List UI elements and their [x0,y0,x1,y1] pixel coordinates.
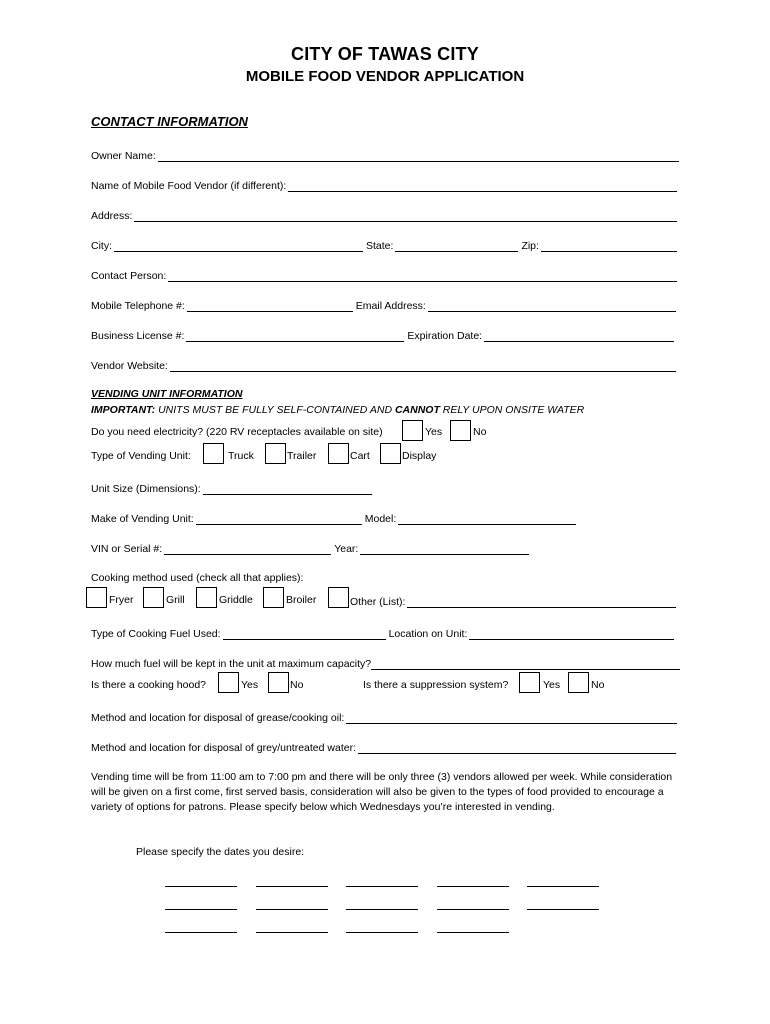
fuel-type-field[interactable] [223,628,386,640]
owner-name-row [91,148,679,162]
date-field[interactable] [437,886,509,887]
address-field[interactable] [134,210,677,222]
method-grill-label: Grill [166,594,185,606]
business-license-label: Business License #: [91,330,185,342]
method-fryer-label: Fryer [109,594,134,606]
expiration-label: Expiration Date: [407,330,483,342]
vendor-name-field[interactable] [288,180,677,192]
vin-label: VIN or Serial #: [91,543,163,555]
address-label: Address: [91,210,133,222]
make-label: Make of Vending Unit: [91,513,194,525]
expiration-field[interactable] [484,330,674,342]
type-truck-checkbox[interactable] [203,443,224,464]
fuel-amount-row [91,656,680,670]
date-field[interactable] [256,909,328,910]
document-subtitle: MOBILE FOOD VENDOR APPLICATION [245,68,525,85]
mobile-phone-label: Mobile Telephone #: [91,300,185,312]
document-title: CITY OF TAWAS CITY [291,44,479,64]
date-field[interactable] [165,932,237,933]
grey-disposal-row [91,740,676,754]
vin-field[interactable] [164,543,331,555]
website-row [91,358,676,372]
important-note [91,404,584,416]
vending-time-paragraph: Vending time will be from 11:00 am to 7:00 pm and there will be only three (3) vendors allowed per week. While consideration will be given on a first come, first served basis, consideration will also be given to the types of food provided to encourage a variety of options for patrons. Please specify below which Wednesdays you’re interested in vending. [91,771,673,814]
city-state-zip-row [91,238,677,252]
grease-disposal-row [91,710,677,724]
email-label: Email Address: [355,300,426,312]
suppression-question: Is there a suppression system? [363,679,509,691]
important-cannot: CANNOT [394,404,440,416]
vendor-name-label: Name of Mobile Food Vendor (if different): [91,180,287,192]
phone-email-row [91,298,676,312]
year-field[interactable] [360,543,529,555]
grease-disposal-field[interactable] [346,712,677,724]
suppression-no-checkbox[interactable] [568,672,589,693]
model-label: Model: [364,513,397,525]
contact-section-title: CONTACT INFORMATION [91,114,248,129]
method-griddle-checkbox[interactable] [196,587,217,608]
important-label: IMPORTANT: [91,404,156,416]
zip-field[interactable] [541,240,677,252]
cooking-method-label: Cooking method used (check all that applies): [91,572,304,584]
method-griddle-label: Griddle [219,594,253,606]
state-field[interactable] [395,240,518,252]
important-text-b: RELY UPON ONSITE WATER [439,404,585,416]
model-field[interactable] [398,513,576,525]
contact-person-label: Contact Person: [91,270,167,282]
date-field[interactable] [256,886,328,887]
hood-no-label: No [290,679,304,691]
vin-year-row [91,541,529,555]
method-other-row [350,594,676,608]
hood-yes-label: Yes [241,679,259,691]
electricity-no-label: No [473,426,487,438]
contact-person-field[interactable] [168,270,677,282]
zip-label: Zip: [521,240,539,252]
unit-size-row [91,481,372,495]
unit-size-field[interactable] [203,483,372,495]
hood-yes-checkbox[interactable] [218,672,239,693]
electricity-yes-label: Yes [425,426,443,438]
suppression-yes-checkbox[interactable] [519,672,540,693]
electricity-yes-checkbox[interactable] [402,420,423,441]
city-label: City: [91,240,112,252]
electricity-no-checkbox[interactable] [450,420,471,441]
suppression-yes-label: Yes [543,679,561,691]
method-fryer-checkbox[interactable] [86,587,107,608]
type-cart-checkbox[interactable] [328,443,349,464]
fuel-location-label: Location on Unit: [388,628,468,640]
license-row [91,328,674,342]
date-field[interactable] [527,886,599,887]
make-field[interactable] [196,513,362,525]
cooking-hood-question: Is there a cooking hood? [91,679,206,691]
date-field[interactable] [165,909,237,910]
website-field[interactable] [170,360,676,372]
vendor-name-row [91,178,677,192]
state-label: State: [366,240,394,252]
type-trailer-label: Trailer [287,450,317,462]
date-field[interactable] [346,886,418,887]
hood-no-checkbox[interactable] [268,672,289,693]
date-field[interactable] [346,932,418,933]
email-field[interactable] [428,300,676,312]
grey-disposal-label: Method and location for disposal of grey/untreated water: [91,742,356,754]
type-display-label: Display [402,450,437,462]
unit-size-label: Unit Size (Dimensions): [91,483,201,495]
fuel-amount-field[interactable] [371,658,680,670]
method-broiler-label: Broiler [286,594,317,606]
grey-disposal-field[interactable] [358,742,676,754]
date-field[interactable] [165,886,237,887]
vending-type-label: Type of Vending Unit: [91,450,191,462]
method-broiler-checkbox[interactable] [263,587,284,608]
type-trailer-checkbox[interactable] [265,443,286,464]
owner-name-field[interactable] [158,150,679,162]
date-field[interactable] [256,932,328,933]
business-license-field[interactable] [186,330,404,342]
fuel-location-field[interactable] [469,628,674,640]
grease-disposal-label: Method and location for disposal of grease/cooking oil: [91,712,345,724]
fuel-row [91,626,674,640]
date-field[interactable] [346,909,418,910]
important-text-a: UNITS MUST BE FULLY SELF-CONTAINED AND [155,404,395,416]
dates-prompt: Please specify the dates you desire: [136,846,305,858]
type-truck-label: Truck [228,450,254,462]
type-display-checkbox[interactable] [380,443,401,464]
contact-person-row [91,268,677,282]
website-label: Vendor Website: [91,360,168,372]
fuel-type-label: Type of Cooking Fuel Used: [91,628,221,640]
vending-section-title: VENDING UNIT INFORMATION [91,388,243,400]
mobile-phone-field[interactable] [187,300,353,312]
method-other-field[interactable] [407,596,676,608]
method-grill-checkbox[interactable] [143,587,164,608]
type-cart-label: Cart [350,450,370,462]
year-label: Year: [334,543,359,555]
method-other-checkbox[interactable] [328,587,349,608]
method-other-label: Other (List): [350,596,406,608]
city-field[interactable] [114,240,363,252]
fuel-amount-label: How much fuel will be kept in the unit at maximum capacity? [91,658,372,670]
suppression-no-label: No [591,679,605,691]
date-field[interactable] [527,909,599,910]
electricity-question: Do you need electricity? (220 RV receptacles available on site) [91,426,383,438]
address-row [91,208,677,222]
make-model-row [91,511,576,525]
date-field[interactable] [437,932,509,933]
owner-name-label: Owner Name: [91,150,156,162]
date-field[interactable] [437,909,509,910]
